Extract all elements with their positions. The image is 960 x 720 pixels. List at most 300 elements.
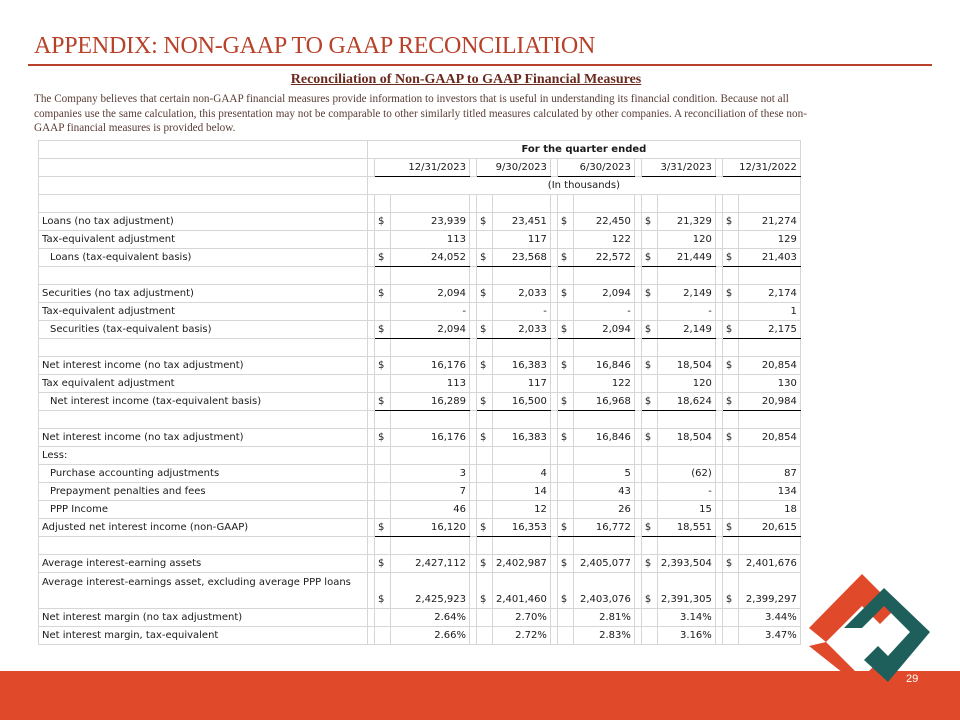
- gap-cell: [715, 411, 722, 429]
- value-cell: 3.14%: [657, 609, 715, 627]
- spacer-cell: [375, 195, 391, 213]
- spacer-cell: [477, 195, 493, 213]
- currency-symbol: [641, 501, 657, 519]
- table-row: [39, 447, 801, 465]
- value-cell: -: [573, 303, 634, 321]
- currency-symbol: [722, 483, 738, 501]
- currency-symbol: $: [641, 357, 657, 375]
- currency-symbol: [641, 609, 657, 627]
- currency-symbol: [375, 609, 391, 627]
- value-cell: 3.44%: [738, 609, 800, 627]
- table-row: [39, 285, 801, 303]
- gap-cell: [634, 321, 641, 339]
- value-cell: 43: [573, 483, 634, 501]
- gap-cell: [550, 573, 557, 609]
- value-cell: 23,939: [391, 213, 470, 231]
- currency-symbol: $: [557, 429, 573, 447]
- value-cell: 120: [657, 231, 715, 249]
- gap-cell: [634, 501, 641, 519]
- table-row: [39, 375, 801, 393]
- currency-symbol: $: [722, 357, 738, 375]
- currency-symbol: [477, 375, 493, 393]
- currency-symbol: $: [375, 519, 391, 537]
- column-header: 12/31/2023: [375, 159, 470, 177]
- gap-cell: [550, 627, 557, 645]
- gap-cell: [715, 303, 722, 321]
- gap-cell: [470, 573, 477, 609]
- spacer-cell: [573, 537, 634, 555]
- gap-cell: [715, 555, 722, 573]
- spacer-cell: [39, 339, 368, 357]
- column-header: 12/31/2022: [722, 159, 800, 177]
- currency-symbol: $: [477, 249, 493, 267]
- gap-cell: [470, 357, 477, 375]
- currency-symbol: [641, 483, 657, 501]
- currency-symbol: $: [477, 285, 493, 303]
- diamond-logo-icon: [804, 570, 934, 690]
- spacer-cell: [641, 267, 657, 285]
- gap-cell: [634, 447, 641, 465]
- gap-cell: [634, 339, 641, 357]
- gap-cell: [550, 519, 557, 537]
- value-cell: 16,383: [493, 357, 551, 375]
- page-title: APPENDIX: NON-GAAP TO GAAP RECONCILIATION: [34, 33, 596, 59]
- spacer-cell: [657, 267, 715, 285]
- gap-cell: [550, 537, 557, 555]
- currency-symbol: [477, 609, 493, 627]
- currency-symbol: $: [477, 357, 493, 375]
- value-cell: -: [657, 303, 715, 321]
- gap-cell: [715, 159, 722, 177]
- value-cell: 20,984: [738, 393, 800, 411]
- value-cell: 15: [657, 501, 715, 519]
- row-label: Loans (tax-equivalent basis): [39, 249, 368, 267]
- value-cell: 18,551: [657, 519, 715, 537]
- currency-symbol: [375, 627, 391, 645]
- spacer-cell: [477, 537, 493, 555]
- value-cell: 2,094: [391, 285, 470, 303]
- gap-cell: [715, 195, 722, 213]
- currency-symbol: $: [477, 573, 493, 609]
- spacer-cell: [641, 537, 657, 555]
- currency-symbol: $: [722, 519, 738, 537]
- gap-cell: [550, 321, 557, 339]
- spacer-cell: [39, 195, 368, 213]
- value-cell: 22,572: [573, 249, 634, 267]
- gap-cell: [715, 519, 722, 537]
- value-cell: 16,176: [391, 357, 470, 375]
- gap-cell: [368, 573, 375, 609]
- gap-cell: [715, 609, 722, 627]
- currency-symbol: $: [557, 213, 573, 231]
- gap-cell: [368, 411, 375, 429]
- gap-cell: [368, 627, 375, 645]
- gap-cell: [634, 519, 641, 537]
- currency-symbol: $: [641, 285, 657, 303]
- currency-symbol: $: [557, 573, 573, 609]
- empty-cell: [657, 447, 715, 465]
- currency-symbol: [477, 501, 493, 519]
- currency-symbol: [557, 465, 573, 483]
- gap-cell: [634, 627, 641, 645]
- gap-cell: [368, 519, 375, 537]
- row-label: Net interest income (no tax adjustment): [39, 429, 368, 447]
- gap-cell: [470, 609, 477, 627]
- gap-cell: [470, 627, 477, 645]
- value-cell: 1: [738, 303, 800, 321]
- gap-cell: [715, 573, 722, 609]
- value-cell: 18,504: [657, 429, 715, 447]
- page-number: 29: [906, 673, 919, 685]
- value-cell: 2,094: [573, 321, 634, 339]
- currency-symbol: [557, 303, 573, 321]
- row-label: Less:: [39, 447, 368, 465]
- table-row: [39, 393, 801, 411]
- gap-cell: [715, 393, 722, 411]
- gap-cell: [634, 555, 641, 573]
- value-cell: 2.81%: [573, 609, 634, 627]
- empty-cell: [375, 447, 391, 465]
- currency-symbol: $: [557, 519, 573, 537]
- row-label: Tax-equivalent adjustment: [39, 231, 368, 249]
- currency-symbol: [722, 501, 738, 519]
- value-cell: 3.16%: [657, 627, 715, 645]
- currency-symbol: $: [641, 249, 657, 267]
- gap-cell: [634, 573, 641, 609]
- gap-cell: [368, 231, 375, 249]
- value-cell: 2.83%: [573, 627, 634, 645]
- currency-symbol: $: [477, 555, 493, 573]
- spacer-cell: [557, 537, 573, 555]
- currency-symbol: $: [557, 249, 573, 267]
- value-cell: 129: [738, 231, 800, 249]
- spacer-row: [39, 267, 801, 285]
- value-cell: 2,174: [738, 285, 800, 303]
- currency-symbol: $: [722, 393, 738, 411]
- value-cell: 2,033: [493, 321, 551, 339]
- gap-cell: [634, 195, 641, 213]
- empty-cell: [391, 447, 470, 465]
- gap-cell: [470, 519, 477, 537]
- row-label: Securities (no tax adjustment): [39, 285, 368, 303]
- empty-cell: [493, 447, 551, 465]
- gap-cell: [470, 465, 477, 483]
- value-cell: 2,094: [573, 285, 634, 303]
- gap-cell: [368, 249, 375, 267]
- currency-symbol: [477, 483, 493, 501]
- currency-symbol: $: [641, 321, 657, 339]
- gap-cell: [368, 393, 375, 411]
- gap-cell: [634, 483, 641, 501]
- gap-cell: [550, 483, 557, 501]
- gap-cell: [550, 303, 557, 321]
- row-label: Prepayment penalties and fees: [39, 483, 368, 501]
- value-cell: 2,402,987: [493, 555, 551, 573]
- currency-symbol: $: [722, 321, 738, 339]
- gap-cell: [715, 285, 722, 303]
- currency-symbol: $: [375, 573, 391, 609]
- currency-symbol: [477, 627, 493, 645]
- currency-symbol: [375, 501, 391, 519]
- value-cell: 21,329: [657, 213, 715, 231]
- empty-cell: [557, 447, 573, 465]
- gap-cell: [470, 483, 477, 501]
- spacer-cell: [493, 267, 551, 285]
- gap-cell: [715, 447, 722, 465]
- currency-symbol: [722, 609, 738, 627]
- value-cell: 23,568: [493, 249, 551, 267]
- spacer-cell: [375, 339, 391, 357]
- gap-cell: [368, 213, 375, 231]
- header-blank: [39, 159, 368, 177]
- gap-cell: [715, 375, 722, 393]
- value-cell: 120: [657, 375, 715, 393]
- gap-cell: [368, 609, 375, 627]
- value-cell: 16,120: [391, 519, 470, 537]
- spacer-cell: [391, 537, 470, 555]
- table-row: [39, 573, 801, 609]
- row-label: PPP Income: [39, 501, 368, 519]
- spacer-cell: [738, 267, 800, 285]
- value-cell: (62): [657, 465, 715, 483]
- currency-symbol: $: [375, 213, 391, 231]
- gap-cell: [634, 537, 641, 555]
- gap-cell: [368, 195, 375, 213]
- spacer-cell: [477, 411, 493, 429]
- value-cell: 16,176: [391, 429, 470, 447]
- gap-cell: [715, 429, 722, 447]
- gap-cell: [368, 339, 375, 357]
- spacer-cell: [641, 339, 657, 357]
- row-label: Securities (tax-equivalent basis): [39, 321, 368, 339]
- gap-cell: [470, 537, 477, 555]
- gap-cell: [550, 195, 557, 213]
- gap-cell: [368, 501, 375, 519]
- spacer-cell: [722, 537, 738, 555]
- gap-cell: [634, 285, 641, 303]
- spacer-cell: [641, 195, 657, 213]
- value-cell: 16,353: [493, 519, 551, 537]
- spacer-row: [39, 195, 801, 213]
- gap-cell: [368, 483, 375, 501]
- value-cell: 2,403,076: [573, 573, 634, 609]
- gap-cell: [715, 465, 722, 483]
- gap-cell: [368, 429, 375, 447]
- spacer-cell: [573, 411, 634, 429]
- spacer-cell: [477, 267, 493, 285]
- spacer-cell: [391, 267, 470, 285]
- spacer-cell: [557, 267, 573, 285]
- value-cell: 16,289: [391, 393, 470, 411]
- gap-cell: [634, 375, 641, 393]
- currency-symbol: [375, 375, 391, 393]
- row-label: Average interest-earning assets: [39, 555, 368, 573]
- value-cell: 16,383: [493, 429, 551, 447]
- value-cell: 130: [738, 375, 800, 393]
- value-cell: 16,968: [573, 393, 634, 411]
- spacer-cell: [657, 537, 715, 555]
- currency-symbol: [641, 375, 657, 393]
- value-cell: 3.47%: [738, 627, 800, 645]
- header-blank: [39, 177, 368, 195]
- currency-symbol: $: [641, 429, 657, 447]
- table-row: [39, 321, 801, 339]
- spacer-cell: [738, 195, 800, 213]
- row-label: Tax-equivalent adjustment: [39, 303, 368, 321]
- header-blank: [39, 141, 368, 159]
- spacer-cell: [641, 411, 657, 429]
- spacer-cell: [738, 339, 800, 357]
- gap-cell: [470, 375, 477, 393]
- gap-cell: [634, 303, 641, 321]
- spacer-cell: [738, 537, 800, 555]
- value-cell: 2,175: [738, 321, 800, 339]
- currency-symbol: $: [375, 249, 391, 267]
- value-cell: 24,052: [391, 249, 470, 267]
- column-header: 3/31/2023: [641, 159, 715, 177]
- gap-cell: [550, 465, 557, 483]
- value-cell: 134: [738, 483, 800, 501]
- currency-symbol: $: [375, 393, 391, 411]
- currency-symbol: $: [722, 555, 738, 573]
- currency-symbol: [375, 483, 391, 501]
- currency-symbol: $: [557, 393, 573, 411]
- gap-cell: [470, 303, 477, 321]
- spacer-row: [39, 537, 801, 555]
- logo-orange-band: [809, 574, 896, 642]
- spacer-cell: [557, 195, 573, 213]
- spacer-cell: [39, 267, 368, 285]
- gap-cell: [368, 267, 375, 285]
- currency-symbol: [557, 609, 573, 627]
- value-cell: 117: [493, 231, 551, 249]
- currency-symbol: [557, 375, 573, 393]
- gap-cell: [368, 447, 375, 465]
- spacer-cell: [657, 411, 715, 429]
- value-cell: 113: [391, 375, 470, 393]
- gap-cell: [634, 357, 641, 375]
- currency-symbol: [641, 231, 657, 249]
- value-cell: 23,451: [493, 213, 551, 231]
- value-cell: 18,504: [657, 357, 715, 375]
- table-row: [39, 501, 801, 519]
- value-cell: -: [493, 303, 551, 321]
- spacer-cell: [375, 267, 391, 285]
- gap-cell: [470, 339, 477, 357]
- currency-symbol: $: [641, 555, 657, 573]
- value-cell: 2.66%: [391, 627, 470, 645]
- value-cell: 26: [573, 501, 634, 519]
- table-row: [39, 555, 801, 573]
- value-cell: 16,500: [493, 393, 551, 411]
- currency-symbol: $: [722, 285, 738, 303]
- gap-cell: [470, 447, 477, 465]
- spacer-cell: [557, 339, 573, 357]
- reconciliation-table: [38, 140, 801, 645]
- gap-cell: [550, 411, 557, 429]
- value-cell: 3: [391, 465, 470, 483]
- gap-cell: [715, 357, 722, 375]
- spacer-cell: [375, 411, 391, 429]
- gap-cell: [715, 537, 722, 555]
- empty-cell: [738, 447, 800, 465]
- value-cell: 122: [573, 231, 634, 249]
- value-cell: 2,401,676: [738, 555, 800, 573]
- currency-symbol: $: [375, 357, 391, 375]
- table-row: [39, 231, 801, 249]
- value-cell: 2,033: [493, 285, 551, 303]
- gap-cell: [550, 393, 557, 411]
- value-cell: 2,399,297: [738, 573, 800, 609]
- gap-cell: [550, 555, 557, 573]
- gap-cell: [634, 159, 641, 177]
- value-cell: 7: [391, 483, 470, 501]
- gap-cell: [470, 321, 477, 339]
- value-cell: -: [657, 483, 715, 501]
- spacer-row: [39, 339, 801, 357]
- value-cell: 22,450: [573, 213, 634, 231]
- gap-cell: [634, 231, 641, 249]
- table-row: [39, 483, 801, 501]
- value-cell: 2.72%: [493, 627, 551, 645]
- value-cell: 12: [493, 501, 551, 519]
- currency-symbol: $: [641, 393, 657, 411]
- gap-cell: [550, 501, 557, 519]
- currency-symbol: [375, 303, 391, 321]
- gap-cell: [470, 267, 477, 285]
- gap-cell: [368, 537, 375, 555]
- gap-cell: [715, 213, 722, 231]
- currency-symbol: [722, 303, 738, 321]
- currency-symbol: $: [477, 429, 493, 447]
- spacer-cell: [738, 411, 800, 429]
- value-cell: 113: [391, 231, 470, 249]
- value-cell: 5: [573, 465, 634, 483]
- value-cell: 16,846: [573, 429, 634, 447]
- spacer-cell: [493, 195, 551, 213]
- currency-symbol: [557, 483, 573, 501]
- table-row: [39, 627, 801, 645]
- value-cell: 2,427,112: [391, 555, 470, 573]
- currency-symbol: $: [641, 213, 657, 231]
- gap-cell: [634, 249, 641, 267]
- gap-cell: [368, 375, 375, 393]
- spacer-cell: [722, 195, 738, 213]
- value-cell: 2,425,923: [391, 573, 470, 609]
- gap-cell: [634, 465, 641, 483]
- spacer-cell: [493, 537, 551, 555]
- column-header: 9/30/2023: [477, 159, 551, 177]
- row-label: Net interest income (tax-equivalent basis): [39, 393, 368, 411]
- spacer-cell: [573, 339, 634, 357]
- currency-symbol: $: [375, 555, 391, 573]
- gap-cell: [550, 213, 557, 231]
- gap-cell: [368, 303, 375, 321]
- empty-cell: [477, 447, 493, 465]
- gap-cell: [550, 285, 557, 303]
- currency-symbol: [477, 465, 493, 483]
- spacer-cell: [391, 411, 470, 429]
- table-header-dates-row: [39, 159, 801, 177]
- value-cell: 2.64%: [391, 609, 470, 627]
- value-cell: 18,624: [657, 393, 715, 411]
- gap-cell: [550, 339, 557, 357]
- table-row: [39, 429, 801, 447]
- gap-cell: [715, 267, 722, 285]
- row-label: Loans (no tax adjustment): [39, 213, 368, 231]
- currency-symbol: $: [375, 285, 391, 303]
- table-row: [39, 519, 801, 537]
